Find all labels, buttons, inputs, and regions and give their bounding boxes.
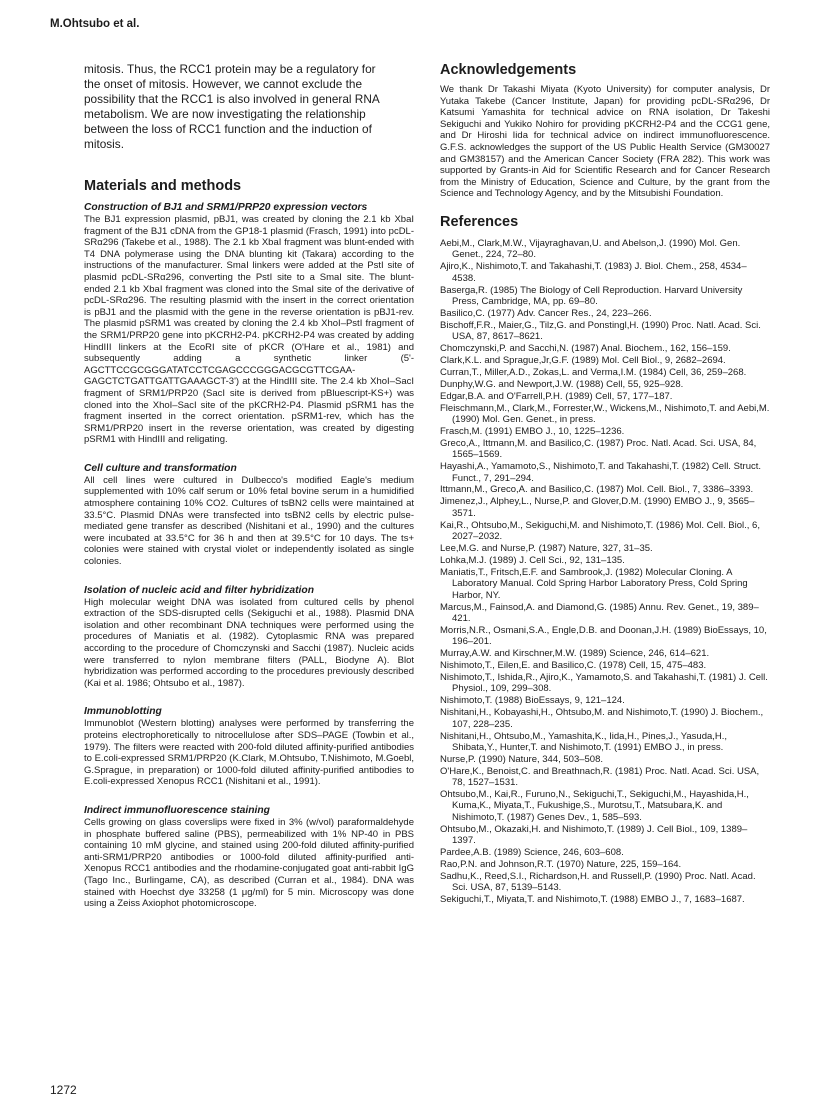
reference-item: Chomczynski,P. and Sacchi,N. (1987) Anal. Biochem., 162, 156–159. — [440, 343, 731, 355]
methods-section-construction — [84, 202, 414, 446]
references-heading: References — [440, 213, 519, 230]
section-text: Immunoblot (Western blotting) analyses were performed by transferring the proteins electrophoretically to nitrocellulose after SDS–PAGE (Towbin et al., 1979). The filters were reacted with 200-fold diluted affinity-purified antibodies to E.coli-expressed SRM1/PRP20 (K.Clark, M.Ohtsubo, T.Nishimoto, M.Goebl, G.Sprague, in preparation) or 1000-fold diluted affinity-purified antibodies to E.coli-expressed Xenopus RCC1 (Nishitani et al., 1991). — [84, 718, 414, 788]
methods-section-immunofluorescence — [84, 805, 414, 910]
section-text: High molecular weight DNA was isolated from cultured cells by phenol extraction of the SDS-disrupted cells (Sekiguchi et al., 1988). Plasmid DNA isolation and other recombinant DNA techniques were performed using the procedures of Maniatis et al. (1982). Cytoplasmic RNA was prepared according to the procedure of Chomczynski and Sacchi (1987). Nucleic acids were transferred to nylon membrane filters (PALL, Biodyne A). Blot hybridization was performed according to the procedures previously described (Kai et al. 1986; Ohtsubo et al., 1987). — [84, 596, 414, 689]
reference-item: Nishimoto,T., Ishida,R., Ajiro,K., Yamamoto,S. and Takahashi,T. (1981) J. Cell. Physiol., 109, 299–308. — [440, 671, 768, 695]
reference-item: Curran,T., Miller,A.D., Zokas,L. and Verma,I.M. (1984) Cell, 36, 259–268. — [440, 366, 747, 378]
intro-paragraph: mitosis. Thus, the RCC1 protein may be a regulatory for the onset of mitosis. However, we cannot exclude the possibility that the RCC1 is also involved in general RNA metabolism. We are now investigating the relationship between the loss of RCC1 function and the induction of mitosis. — [84, 62, 380, 151]
right-column — [440, 62, 770, 906]
reference-item: Dunphy,W.G. and Newport,J.W. (1988) Cell, 55, 925–928. — [440, 378, 684, 390]
reference-item: Hayashi,A., Yamamoto,S., Nishimoto,T. and Takahashi,T. (1982) Cell. Struct. Funct., 7, 291–294. — [440, 461, 762, 484]
reference-item: Ittmann,M., Greco,A. and Basilico,C. (1987) Mol. Cell. Biol., 7, 3386–3393. — [440, 484, 754, 496]
reference-item: Marcus,M., Fainsod,A. and Diamond,G. (1985) Annu. Rev. Genet., 19, 389–421. — [440, 601, 759, 624]
acknowledgements-text: We thank Dr Takashi Miyata (Kyoto University) for computer analysis, Dr Yutaka Takebe (Cancer Institute, Japan) for providing pcDL-SRα296, Dr Katsumi Yamashita for technical advice on RNA isolation, Dr Takeshi Sekiguchi and Yukiko Nohiro for providing pKCRH2-P4 and the CCG1 gene, and Dr Hiroshi Iida for technical advice on indirect immunofluorescence. G.F.S. acknowledges the support of the US Public Health Service (GM30027 and GM38157) and the American Cancer Society (FRA 282). This work was supported by Grants-in Aid for Scientific Research and for Cancer Research from the Ministry of Education, Science and Culture, by the grant from the Science and Technology Agency, and by the Mitsubishi Foundation. — [440, 84, 770, 200]
reference-item: Frasch,M. (1991) EMBO J., 10, 1225–1236. — [440, 425, 625, 437]
reference-item: Nurse,P. (1990) Nature, 344, 503–508. — [440, 753, 604, 765]
reference-item: Sadhu,K., Reed,S.I., Richardson,H. and Russell,P. (1990) Proc. Natl. Acad. Sci. USA, 87, 5139–5143. — [440, 870, 756, 894]
section-heading: Cell culture and transformation — [84, 462, 237, 474]
reference-item: Morris,N.R., Osmani,S.A., Engle,D.B. and Doonan,J.H. (1989) BioEssays, 10, 196–201. — [440, 624, 767, 648]
acknowledgements-heading: Acknowledgements — [440, 62, 577, 78]
reference-item: Basilico,C. (1977) Adv. Cancer Res., 24, 223–266. — [440, 307, 652, 319]
reference-item: Greco,A., Ittmann,M. and Basilico,C. (1987) Proc. Natl. Acad. Sci. USA, 84, 1565–1569. — [440, 437, 757, 461]
section-text: Cells growing on glass coverslips were fixed in 3% (w/vol) paraformaldehyde in phosphate buffered saline (PBS), permeabilized with 1% NP-40 in PBS containing 10 mM glycine, and stained using 200-fold diluted affinity-purified anti-SRM1/PRP20 antibodies or 1000-fold diluted affinity-purified anti-Xenopus RCC1 antibodies and the rhodamine-conjugated goat anti-rabbit IgG (Tago Inc., Burlingame, CA), as described (Curran et al., 1984). DNA was stained with Hoechst dye 33258 (1 μg/ml) for 5 min. Microscopy was done using a Zeiss Axiophot photomicroscope. — [84, 816, 414, 910]
reference-item: Baserga,R. (1985) The Biology of Cell Reproduction. Harvard University Press, Cambridge, MA, pp. 69–80. — [440, 284, 743, 307]
reference-item: Jimenez,J., Alphey,L., Nurse,P. and Glover,D.M. (1990) EMBO J., 9, 3565–3571. — [440, 496, 755, 519]
reference-item: Pardee,A.B. (1989) Science, 246, 603–608. — [440, 847, 624, 859]
section-heading: Indirect immunofluorescence staining — [84, 804, 270, 816]
reference-item: Ohtsubo,M., Kai,R., Furuno,N., Sekiguchi,T., Sekiguchi,M., Hayashida,H., Kuma,K., Miyata,T., Fukushige,S., Murotsu,T., Matsubara,K. and Nishimoto,T. (1987) Genes Dev., 1, 585–593. — [440, 789, 749, 823]
section-heading: Immunoblotting — [84, 706, 162, 718]
reference-item: Ajiro,K., Nishimoto,T. and Takahashi,T. (1983) J. Biol. Chem., 258, 4534–4538. — [440, 261, 747, 284]
section-heading: Isolation of nucleic acid and filter hybridization — [84, 584, 314, 596]
left-column — [84, 62, 414, 927]
reference-item: Nishitani,H., Kobayashi,H., Ohtsubo,M. and Nishimoto,T. (1990) J. Biochem., 107, 228–235. — [440, 707, 764, 730]
section-text: The BJ1 expression plasmid, pBJ1, was created by cloning the 2.1 kb XbaI fragment of the BJ1 cDNA from the GP18-1 plasmid (Frasch, 1991) into pcDL-SRα296 (Takebe et al., 1988). The 2.1 kb XbaI fragment was blunt-ended with T4 DNA polymerase using the DNA blunting kit (Takara) according to the instructions of the manufacturer. SmaI linkers were added at the PstI site of plasmid pcDL-SRα296, converting the PstI site to a SmaI site. The blunt-ended 2.1 kb XbaI fragment was cloned into the SmaI site of the derivative of pcDL-SRα296. The resulting plasmid with the insert in the correct orientation is pBJ1 and the plasmid with the gene in the reverse orientation is pBJ1-rev. The plasmid pSRM1 was created by cloning the 2.4 kb XhoI–PstI fragment of the SRM1/PRP20 gene into pKCRH2-P4. pKCRH2-P4 was created by adding HindIII linkers at the EcoRI site of pKCR (O'Hare et al., 1981) and subsequently adding a synthetic linker (5'-AGCTTCCGCGGGATATCCTCGAGCCCGGGACGCGTTCGAA-GAGCTCTGATTGATTGAAAGCT-3') at the HindIII site. The 2.4 kb XhoI–SacI fragment of SRM1/PRP20 (SacI site is derived from pBluescript-KS+) was cloned into the XhoI–SacI site of the pKCRH2-P4. Plasmid pSRM1 has the fragment inserted in the correct orientation. pSRM1-rev, which has the SRM1/PRP20 insert in the reverse orientation, was created by digesting pSRM1 with HindIII and religating. — [84, 214, 414, 446]
reference-item: Maniatis,T., Fritsch,E.F. and Sambrook,J. (1982) Molecular Cloning. A Laboratory Manual. Cold Spring Harbor Laboratory Press, Cold Spring Harbor, NY. — [440, 566, 748, 601]
reference-item: Lee,M.G. and Nurse,P. (1987) Nature, 327, 31–35. — [440, 543, 653, 554]
reference-item: Fleischmann,M., Clark,M., Forrester,W., Wickens,M., Nishimoto,T. and Aebi,M. (1990) Mol. Gen. Genet., in press. — [440, 402, 770, 426]
page-number: 1272 — [50, 1083, 77, 1097]
reference-item: Kai,R., Ohtsubo,M., Sekiguchi,M. and Nishimoto,T. (1986) Mol. Cell. Biol., 6, 2027–2032. — [440, 519, 760, 543]
section-heading: Construction of BJ1 and SRM1/PRP20 expression vectors — [84, 202, 368, 213]
reference-item: Nishimoto,T., Eilen,E. and Basilico,C. (1978) Cell, 15, 475–483. — [440, 660, 707, 672]
reference-item: Rao,P.N. and Johnson,R.T. (1970) Nature, 225, 159–164. — [440, 858, 682, 870]
reference-item: Ohtsubo,M., Okazaki,H. and Nishimoto,T. (1989) J. Cell Biol., 109, 1389–1397. — [440, 823, 748, 847]
reference-item: Nishimoto,T. (1988) BioEssays, 9, 121–124. — [440, 695, 625, 707]
reference-item: Clark,K.L. and Sprague,Jr,G.F. (1989) Mol. Cell Biol., 9, 2682–2694. — [440, 355, 726, 366]
running-head: M.Ohtsubo et al. — [50, 18, 140, 30]
reference-item: Nishitani,H., Ohtsubo,M., Yamashita,K., Iida,H., Pines,J., Yasuda,H., Shibata,Y., Hunter,T. and Nishimoto,T. (1991) EMBO J., in press. — [440, 730, 728, 753]
reference-item: Murray,A.W. and Kirschner,M.W. (1989) Science, 246, 614–621. — [440, 648, 710, 660]
reference-item: Edgar,B.A. and O'Farrell,P.H. (1989) Cell, 57, 177–187. — [440, 390, 673, 402]
reference-item: Lohka,M.J. (1989) J. Cell Sci., 92, 131–135. — [440, 554, 625, 566]
reference-item: O'Hare,K., Benoist,C. and Breathnach,R. (1981) Proc. Natl. Acad. Sci. USA, 78, 1527–1531. — [440, 765, 760, 789]
methods-section-nucleic-acid — [84, 585, 414, 690]
reference-item: Aebi,M., Clark,M.W., Vijayraghavan,U. and Abelson,J. (1990) Mol. Gen. Genet., 224, 72–80. — [440, 237, 741, 261]
reference-item: Bischoff,F.R., Maier,G., Tilz,G. and Ponstingl,H. (1990) Proc. Natl. Acad. Sci. USA, 87, 8617–8621. — [440, 319, 761, 343]
methods-section-immunoblotting — [84, 706, 414, 788]
section-text: All cell lines were cultured in Dulbecco's modified Eagle's medium supplemented with 10% calf serum or 10% fetal bovine serum in a humidified atmosphere containing 10% CO2. Cultures of tsBN2 cells were maintained at 33.5°C. Plasmid DNAs were transfected into tsBN2 cells by electric pulse-mediated gene transfer as described (Nishitani et al., 1990) and the cultures were incubated at 33.5°C for 36 h and then at 39.5°C for 10 days. The ts+ colonies were stained with crystal violet or independently isolated as single colonies. — [84, 474, 414, 568]
reference-list — [440, 238, 770, 906]
methods-section-cell-culture — [84, 463, 414, 568]
methods-heading: Materials and methods — [84, 178, 242, 194]
reference-item: Sekiguchi,T., Miyata,T. and Nishimoto,T. (1988) EMBO J., 7, 1683–1687. — [440, 894, 745, 906]
